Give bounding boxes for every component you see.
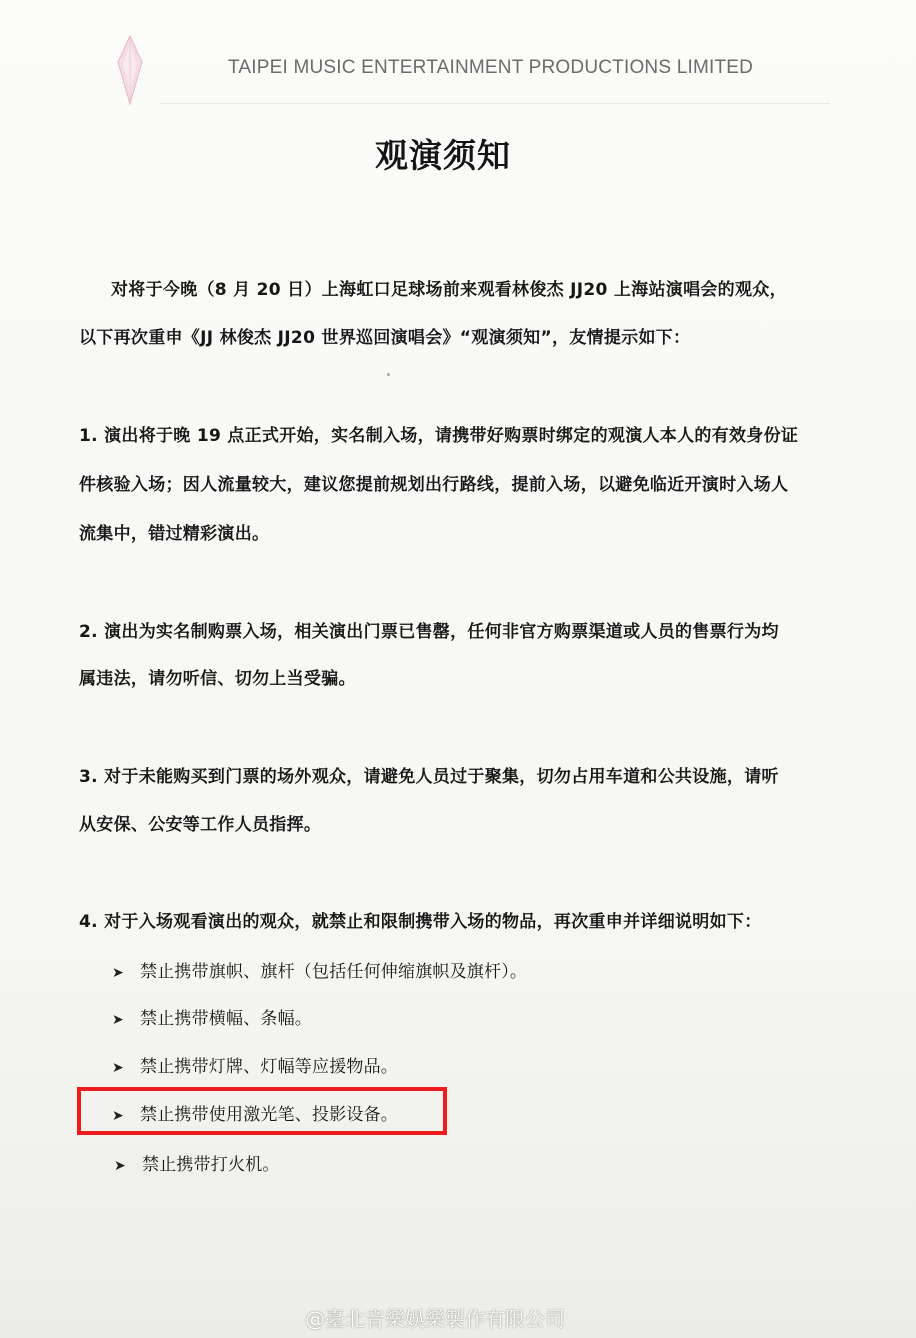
arrowhead-bullet-icon: ➤ <box>112 1012 124 1028</box>
intro-line: 对将于今晚（8 月 20 日）上海虹口足球场前来观看林俊杰 JJ20 上海站演唱会的观众， <box>111 280 787 300</box>
prohibited-item <box>112 1052 398 1077</box>
section-3-line: 3. 对于未能购买到门票的场外观众，请避免人员过于聚集，切勿占用车道和公共设施，请听 <box>79 767 779 787</box>
arrowhead-bullet-icon: ➤ <box>112 1108 124 1124</box>
red-highlight-box <box>77 1087 447 1135</box>
company-name: TAIPEI MUSIC ENTERTAINMENT PRODUCTIONS LIMITED <box>228 57 754 78</box>
arrowhead-bullet-icon: ➤ <box>114 1158 126 1174</box>
section-1-line: 件核验入场；因人流量较大，建议您提前规划出行路线，提前入场，以避免临近开演时入场人 <box>79 475 789 495</box>
prohibited-item-text: 禁止携带使用激光笔、投影设备。 <box>140 1105 398 1125</box>
weibo-watermark: @臺北音樂娛樂製作有限公司 <box>305 1307 565 1331</box>
section-2-line: 2. 演出为实名制购票入场，相关演出门票已售罄，任何非官方购票渠道或人员的售票行为均 <box>79 622 779 642</box>
page-title: 观演须知 <box>375 136 511 175</box>
prohibited-item-text: 禁止携带打火机。 <box>142 1155 280 1175</box>
prohibited-item-text: 禁止携带横幅、条幅。 <box>140 1009 312 1029</box>
arrowhead-bullet-icon: ➤ <box>112 1060 124 1076</box>
arrowhead-bullet-icon: ➤ <box>112 965 124 981</box>
intro-line: 以下再次重申《JJ 林俊杰 JJ20 世界巡回演唱会》“观演须知”，友情提示如下： <box>79 328 691 348</box>
section-1-line: 流集中，错过精彩演出。 <box>79 524 270 544</box>
paper-speck <box>387 373 390 376</box>
section-3-line: 从安保、公安等工作人员指挥。 <box>79 815 322 835</box>
prohibited-item-text: 禁止携带旗帜、旗杆（包括任何伸缩旗帜及旗杆）。 <box>140 962 528 982</box>
company-logo-icon <box>104 34 156 106</box>
prohibited-item <box>112 957 527 982</box>
prohibited-item <box>114 1150 280 1175</box>
header-divider <box>160 103 830 104</box>
section-2-line: 属违法，请勿听信、切勿上当受骗。 <box>79 669 356 689</box>
prohibited-item-text: 禁止携带灯牌、灯幅等应援物品。 <box>140 1057 398 1077</box>
prohibited-item <box>112 1004 312 1029</box>
section-1-line: 1. 演出将于晚 19 点正式开始，实名制入场，请携带好购票时绑定的观演人本人的有效身份证 <box>79 426 799 446</box>
section-4-line: 4. 对于入场观看演出的观众，就禁止和限制携带入场的物品，再次重申并详细说明如下： <box>79 912 762 932</box>
